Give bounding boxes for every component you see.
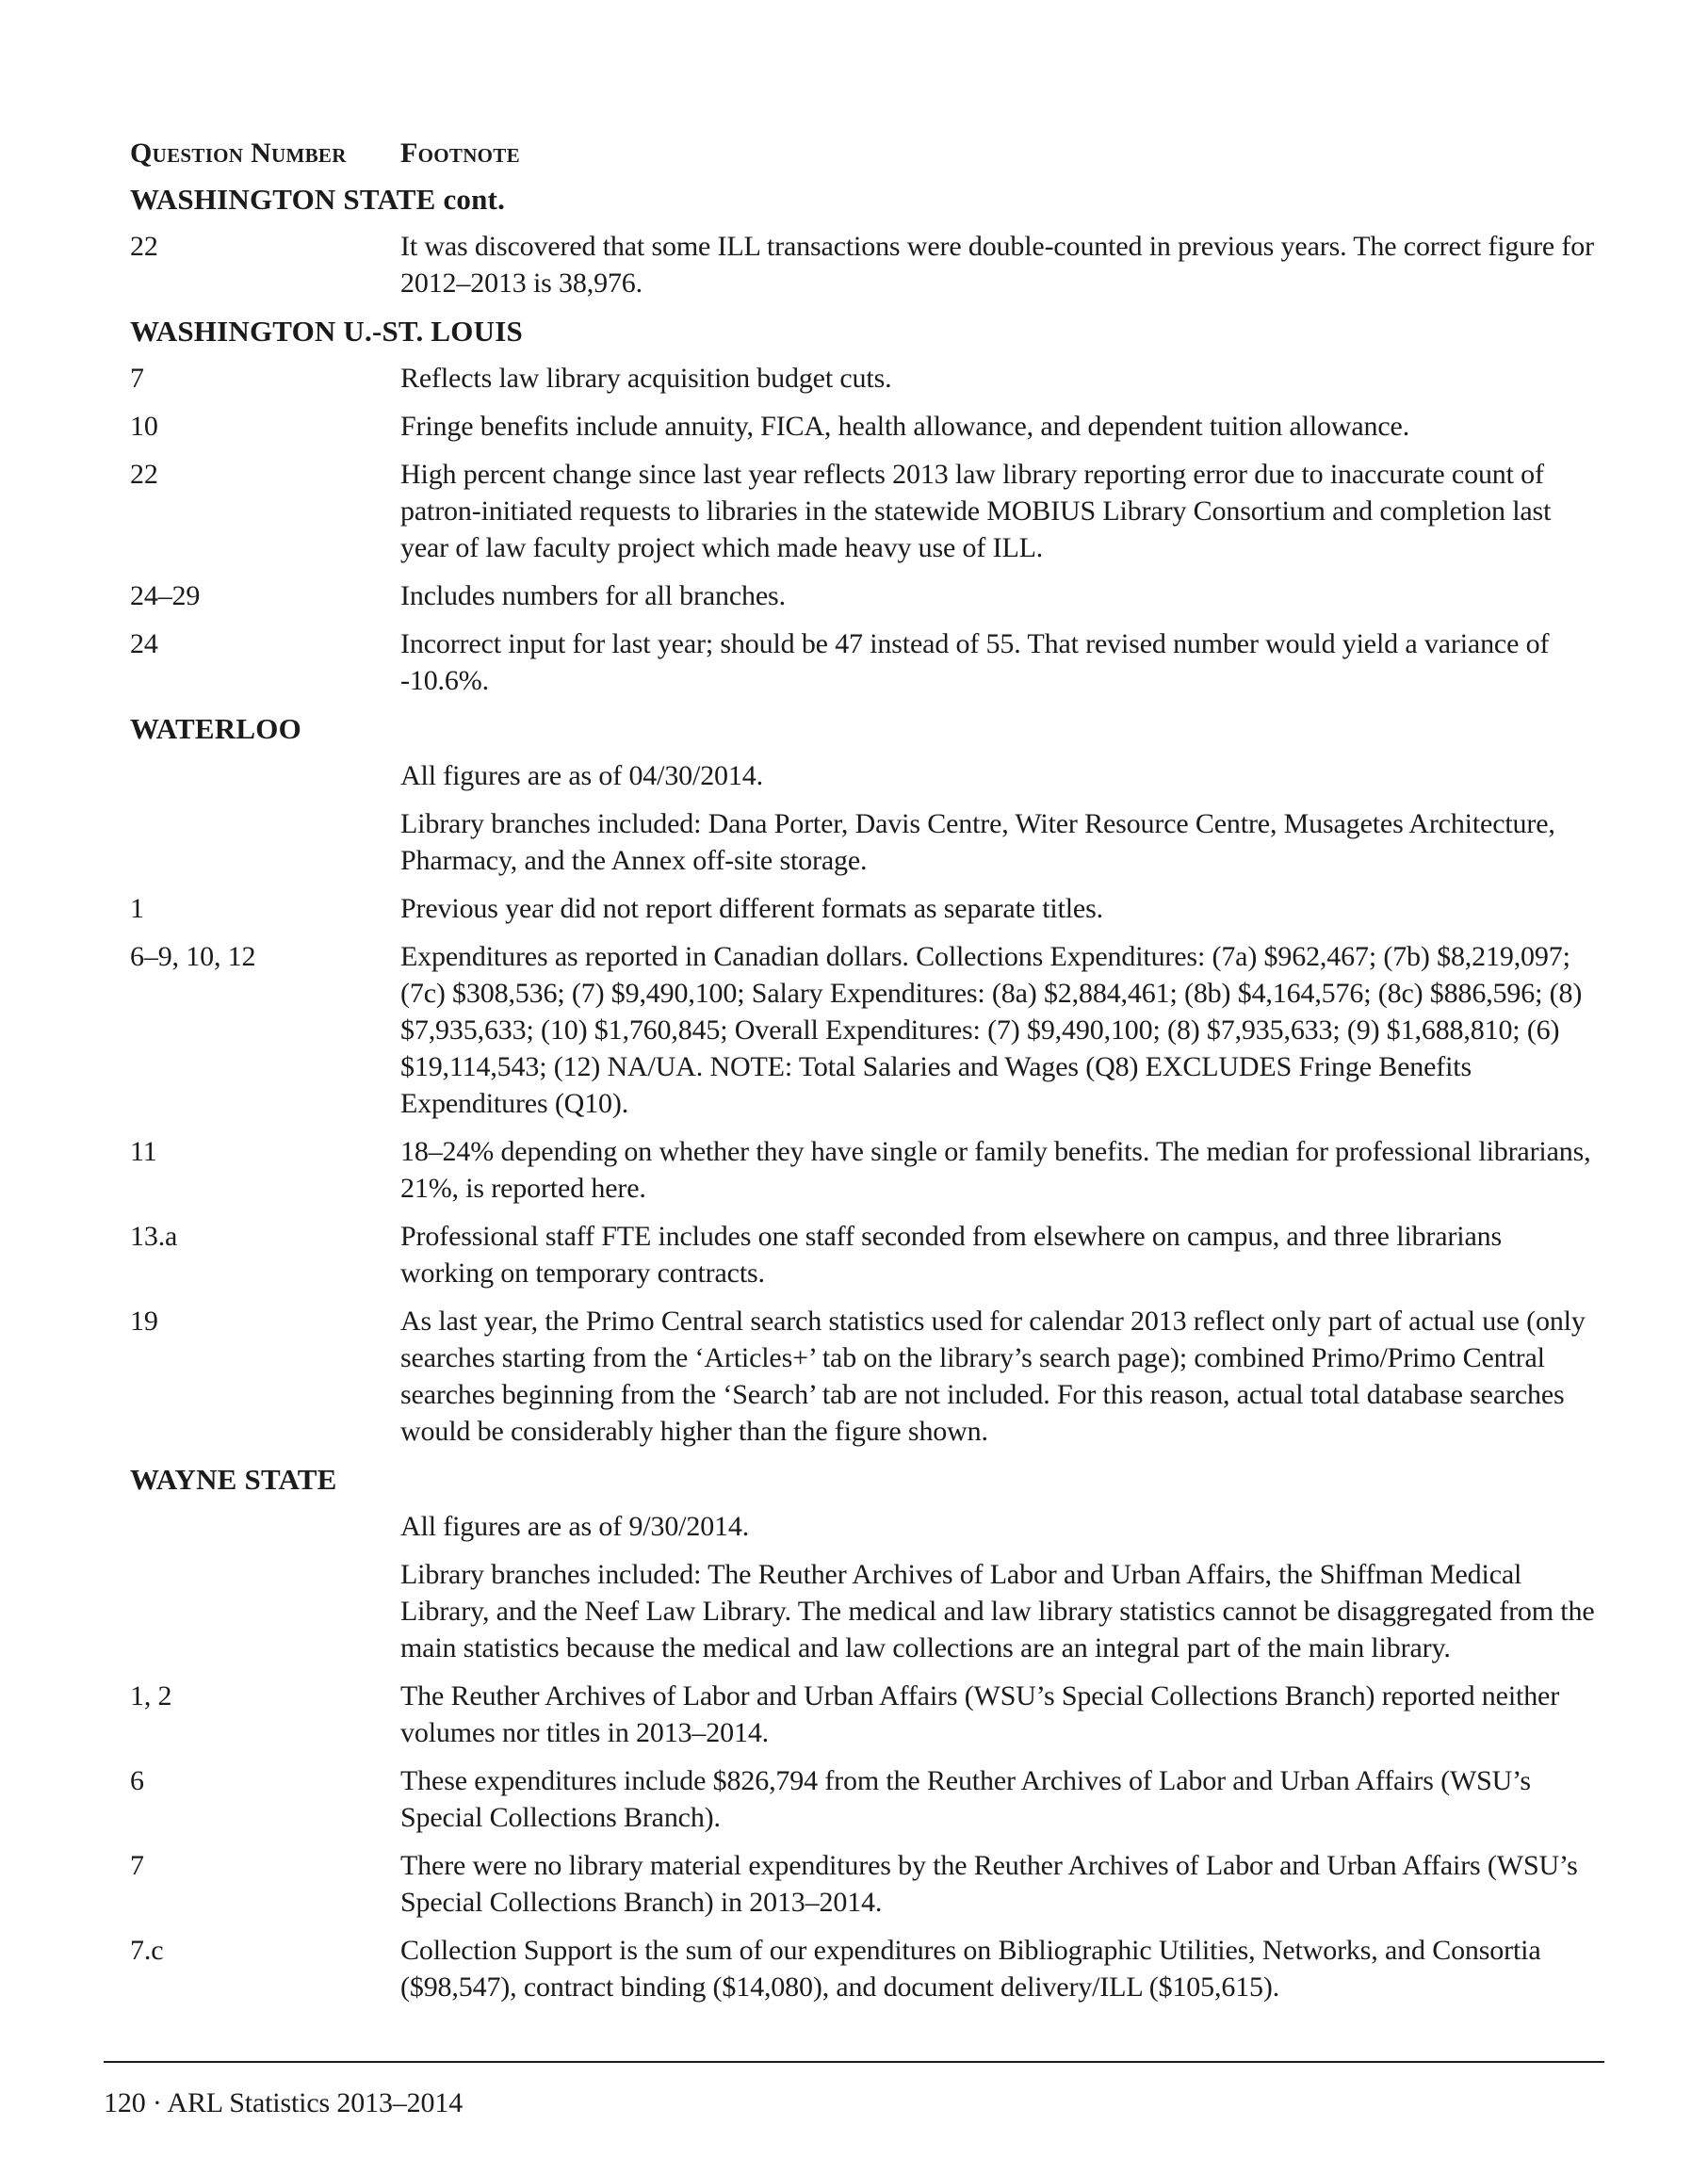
entry-number: 24–29 bbox=[130, 580, 201, 611]
entry-text: High percent change since last year reflects 2013 law library reporting error due to inaccurate count of patron-initiated requests to libraries in the statewide MOBIUS Library Consortium and completion last year of law faculty project which made heavy use of ILL. bbox=[400, 459, 1552, 563]
footnote-entry-row bbox=[130, 408, 1604, 445]
footnote-entry-row bbox=[130, 1932, 1604, 2005]
entry-text: 18–24% depending on whether they have single or family benefits. The median for professional librarians, 21%, is reported here. bbox=[400, 1136, 1591, 1204]
entry-text: Library branches included: Dana Porter, Davis Centre, Witer Resource Centre, Musagetes Architecture, Pharmacy, and the Annex off-site storage. bbox=[400, 808, 1555, 876]
section-title: WASHINGTON STATE cont. bbox=[130, 183, 506, 216]
footnote-entry-row bbox=[130, 1678, 1604, 1751]
entry-text: These expenditures include $826,794 from the Reuther Archives of Labor and Urban Affairs (WSU’s Special Collections Branch). bbox=[400, 1765, 1531, 1833]
entry-text: Professional staff FTE includes one staff seconded from elsewhere on campus, and three librarians working on temporary contracts. bbox=[400, 1221, 1502, 1289]
entry-text: Library branches included: The Reuther Archives of Labor and Urban Affairs, the Shiffman Medical Library, and the Neef Law Library. The medical and law library statistics cannot be disaggregated from the main statistics because the medical and law collections are an integral part of the main library. bbox=[400, 1559, 1595, 1663]
entry-number: 1, 2 bbox=[130, 1680, 172, 1712]
entry-text: Expenditures as reported in Canadian dollars. Collections Expenditures: (7a) $962,467; (7b) $8,219,097; (7c) $308,536; (7) $9,490,100; Salary Expenditures: (8a) $2,884,461; (8b) $4,164,576; (8c) $886,596; (8) $7,935,633; (10) $1,760,845; Overall Expenditures: (7) $9,490,100; (8) $7,935,633; (9) $1,688,810; (6) $19,114,543; (12) NA/UA. NOTE: Total Salaries and Wages (Q8) EXCLUDES Fringe Benefits Expenditures (Q10). bbox=[400, 941, 1583, 1119]
column-header-row bbox=[130, 135, 1604, 171]
entry-number: 1 bbox=[130, 893, 144, 924]
footnote-entry-row bbox=[130, 360, 1604, 397]
entry-text: The Reuther Archives of Labor and Urban Affairs (WSU’s Special Collections Branch) reported neither volumes nor titles in 2013–2014. bbox=[400, 1680, 1560, 1748]
section-entries bbox=[130, 228, 1604, 301]
entry-number: 19 bbox=[130, 1306, 158, 1337]
entry-number: 24 bbox=[130, 628, 158, 659]
entry-text: Includes numbers for all branches. bbox=[400, 580, 786, 611]
footnote-entry-row bbox=[130, 1508, 1604, 1545]
footnote-entry-row bbox=[130, 228, 1604, 301]
footnote-entry-row bbox=[130, 938, 1604, 1122]
entry-number: 7 bbox=[130, 363, 144, 394]
entry-text: It was discovered that some ILL transactions were double-counted in previous years. The correct figure for 2012–2013 is 38,976. bbox=[400, 231, 1594, 299]
footnote-column-header: Footnote bbox=[400, 138, 520, 169]
footnote-entry-row bbox=[130, 890, 1604, 927]
footnote-section bbox=[130, 181, 1604, 301]
entry-text: Incorrect input for last year; should be 47 instead of 55. That revised number would yield a variance of -10.6%. bbox=[400, 628, 1550, 696]
sections bbox=[130, 181, 1604, 2005]
entry-number: 11 bbox=[130, 1136, 157, 1167]
question-number-column-header: Question Number bbox=[130, 138, 347, 169]
entry-number: 10 bbox=[130, 411, 158, 442]
entry-text: Previous year did not report different formats as separate titles. bbox=[400, 893, 1103, 924]
footnote-entry-row bbox=[130, 577, 1604, 614]
entry-text: Fringe benefits include annuity, FICA, health allowance, and dependent tuition allowance. bbox=[400, 411, 1410, 442]
entry-text: As last year, the Primo Central search statistics used for calendar 2013 reflect only part of actual use (only searches starting from the ‘Articles+’ tab on the library’s search page); combined Primo/Primo Central searches beginning from the ‘Search’ tab are not included. For this reason, actual total database searches would be considerably higher than the figure shown. bbox=[400, 1306, 1586, 1447]
entry-text: Reflects law library acquisition budget cuts. bbox=[400, 363, 892, 394]
footnote-entry-row bbox=[130, 1303, 1604, 1450]
entry-number: 7 bbox=[130, 1850, 144, 1881]
footnote-entry-row bbox=[130, 625, 1604, 699]
entry-number: 22 bbox=[130, 459, 158, 490]
entry-number: 6 bbox=[130, 1765, 144, 1796]
entry-text: All figures are as of 04/30/2014. bbox=[400, 760, 763, 791]
footnote-entry-row bbox=[130, 1218, 1604, 1291]
footnote-entry-row bbox=[130, 1762, 1604, 1836]
footnote-section bbox=[130, 710, 1604, 1450]
section-entries bbox=[130, 757, 1604, 1450]
footnote-entry-row bbox=[130, 757, 1604, 794]
entry-number: 22 bbox=[130, 231, 158, 262]
footnote-entry-row bbox=[130, 456, 1604, 566]
section-title: WATERLOO bbox=[130, 712, 301, 745]
page-footer bbox=[104, 2061, 1604, 2119]
footnote-entry-row bbox=[130, 1847, 1604, 1921]
footnotes-content bbox=[130, 135, 1604, 2061]
page-footer-text: 120 · ARL Statistics 2013–2014 bbox=[104, 2087, 464, 2118]
footnote-entry-row bbox=[130, 1133, 1604, 1207]
entry-number: 6–9, 10, 12 bbox=[130, 941, 256, 972]
section-entries bbox=[130, 360, 1604, 699]
entry-number: 7.c bbox=[130, 1935, 164, 1966]
section-title: WAYNE STATE bbox=[130, 1463, 337, 1496]
entry-text: There were no library material expenditures by the Reuther Archives of Labor and Urban Affairs (WSU’s Special Collections Branch) in 2013–2014. bbox=[400, 1850, 1578, 1918]
footnote-entry-row bbox=[130, 1556, 1604, 1666]
footnote-section bbox=[130, 1461, 1604, 2005]
section-entries bbox=[130, 1508, 1604, 2005]
section-title: WASHINGTON U.-ST. LOUIS bbox=[130, 315, 523, 348]
entry-text: All figures are as of 9/30/2014. bbox=[400, 1511, 750, 1542]
footnote-section bbox=[130, 313, 1604, 699]
footnote-entry-row bbox=[130, 805, 1604, 879]
entry-text: Collection Support is the sum of our expenditures on Bibliographic Utilities, Networks, and Consortia ($98,547), contract binding ($14,080), and document delivery/ILL ($105,615). bbox=[400, 1935, 1541, 2003]
entry-number: 13.a bbox=[130, 1221, 178, 1252]
